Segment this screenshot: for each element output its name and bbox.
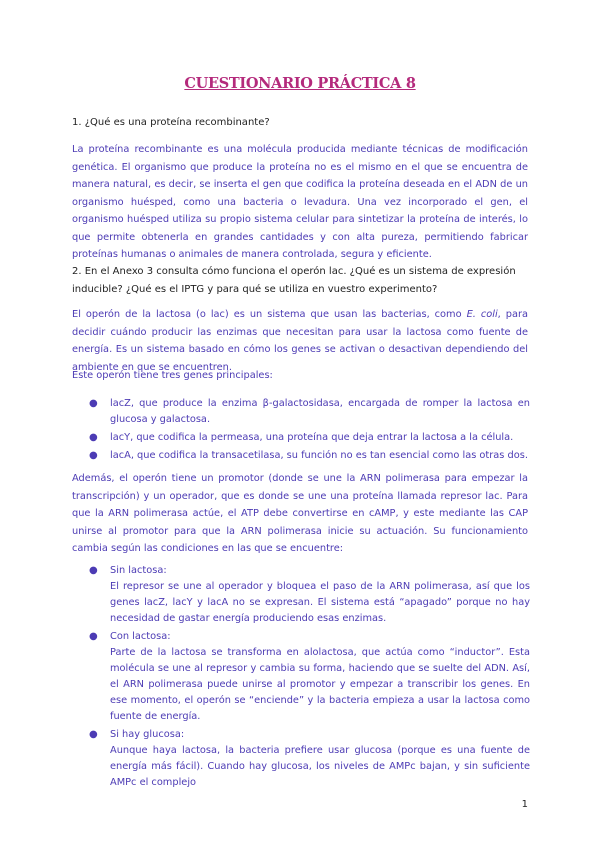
condition-text: Aunque haya lactosa, la bacteria prefiere usar glucosa (porque es una fuente de energía más fácil). Cuando hay glucosa, los niveles de AMPc bajan, y sin suficiente AMPc el complejo [110, 745, 530, 788]
list-item [72, 430, 530, 446]
condition-heading: Si hay glucosa: [110, 729, 185, 740]
bullet-icon: ● [89, 432, 98, 443]
answer-1: La proteína recombinante es una molécula producida mediante técnicas de modificación genética. El organismo que produce la proteína no es el mismo en el que se encuentra de manera natural, es decir, se inserta el gen que codifica la proteína deseada en el ADN de un organismo huésped, como una bacteria o levadura. Una vez incorporado el gen, el organismo huésped utiliza su propio sistema celular para sintetizar la proteína de interés, lo que permite obtenerla en grandes cantidades y con alta pureza, permitiendo fabricar proteínas humanas o animales de manera controlada, segura y eficiente. [72, 144, 528, 260]
bullet-icon: ● [89, 398, 98, 409]
condition-text: Parte de la lactosa se transforma en alolactosa, que actúa como “inductor”. Esta molécula se une al represor y cambia su forma, haciendo que se suelte del ADN. Así, el ARN polimerasa puede unirse al promotor y empezar a transcribir los genes. En ese momento, el operón se “enciende” y la bacteria empieza a usar la lactosa como fuente de energía. [110, 647, 530, 722]
list-item [72, 448, 530, 464]
answer-2-paragraph-1 [72, 306, 528, 376]
list-item [72, 629, 530, 725]
condition-heading: Con lactosa: [110, 631, 171, 642]
question-2: 2. En el Anexo 3 consulta cómo funciona el operón lac. ¿Qué es un sistema de expresión inducible? ¿Qué es el IPTG y para qué se utiliza en vuestro experimento? [72, 266, 516, 295]
answer-2-paragraph-3: Además, el operón tiene un promotor (donde se une la ARN polimerasa para empezar la transcripción) y un operador, que es donde se une una proteína llamada represor lac. Para que la ARN polimerasa actúe, el ATP debe convertirse en cAMP, y este mediante las CAP unirse al promotor para que la ARN polimerasa inicie su actuación. Su funcionamiento cambia según las condiciones en las que se encuentre: [72, 473, 528, 554]
answer-2-text-a: El operón de la lactosa (o lac) es un sistema que usan las bacterias, como [72, 309, 467, 320]
page-title: CUESTIONARIO PRÁCTICA 8 [184, 75, 416, 92]
bullet-icon: ● [89, 565, 98, 576]
conditions-list [72, 563, 530, 793]
condition-heading: Sin lactosa: [110, 565, 167, 576]
genes-list [72, 396, 530, 466]
list-item [72, 563, 530, 627]
gene-text: lacA, que codifica la transacetilasa, su función no es tan esencial como las otras dos. [110, 450, 528, 461]
list-item [72, 727, 530, 791]
question-1: 1. ¿Qué es una proteína recombinante? [72, 117, 270, 128]
list-item [72, 396, 530, 428]
species-name: E. coli [466, 309, 498, 320]
condition-text: El represor se une al operador y bloquea el paso de la ARN polimerasa, así que los genes lacZ, lacY y lacA no se expresan. El sistema está “apagado” porque no hay necesidad de gastar energía produciendo esas enzimas. [110, 581, 530, 624]
gene-text: lacY, que codifica la permeasa, una proteína que deja entrar la lactosa a la célula. [110, 432, 514, 443]
bullet-icon: ● [89, 729, 98, 740]
answer-2-text-b: , para decidir cuándo producir las enzimas que necesitan para usar la lactosa como fuente de energía. Es un sistema basado en cómo los genes se activan o desactivan dependiendo del ambiente en que se encuentren. [72, 309, 529, 373]
page-number: 1 [521, 799, 528, 810]
gene-text: lacZ, que produce la enzima β-galactosidasa, encargada de romper la lactosa en glucosa y galactosa. [110, 398, 530, 425]
bullet-icon: ● [89, 450, 98, 461]
answer-2-paragraph-2: Este operón tiene tres genes principales: [72, 370, 273, 381]
bullet-icon: ● [89, 631, 98, 642]
